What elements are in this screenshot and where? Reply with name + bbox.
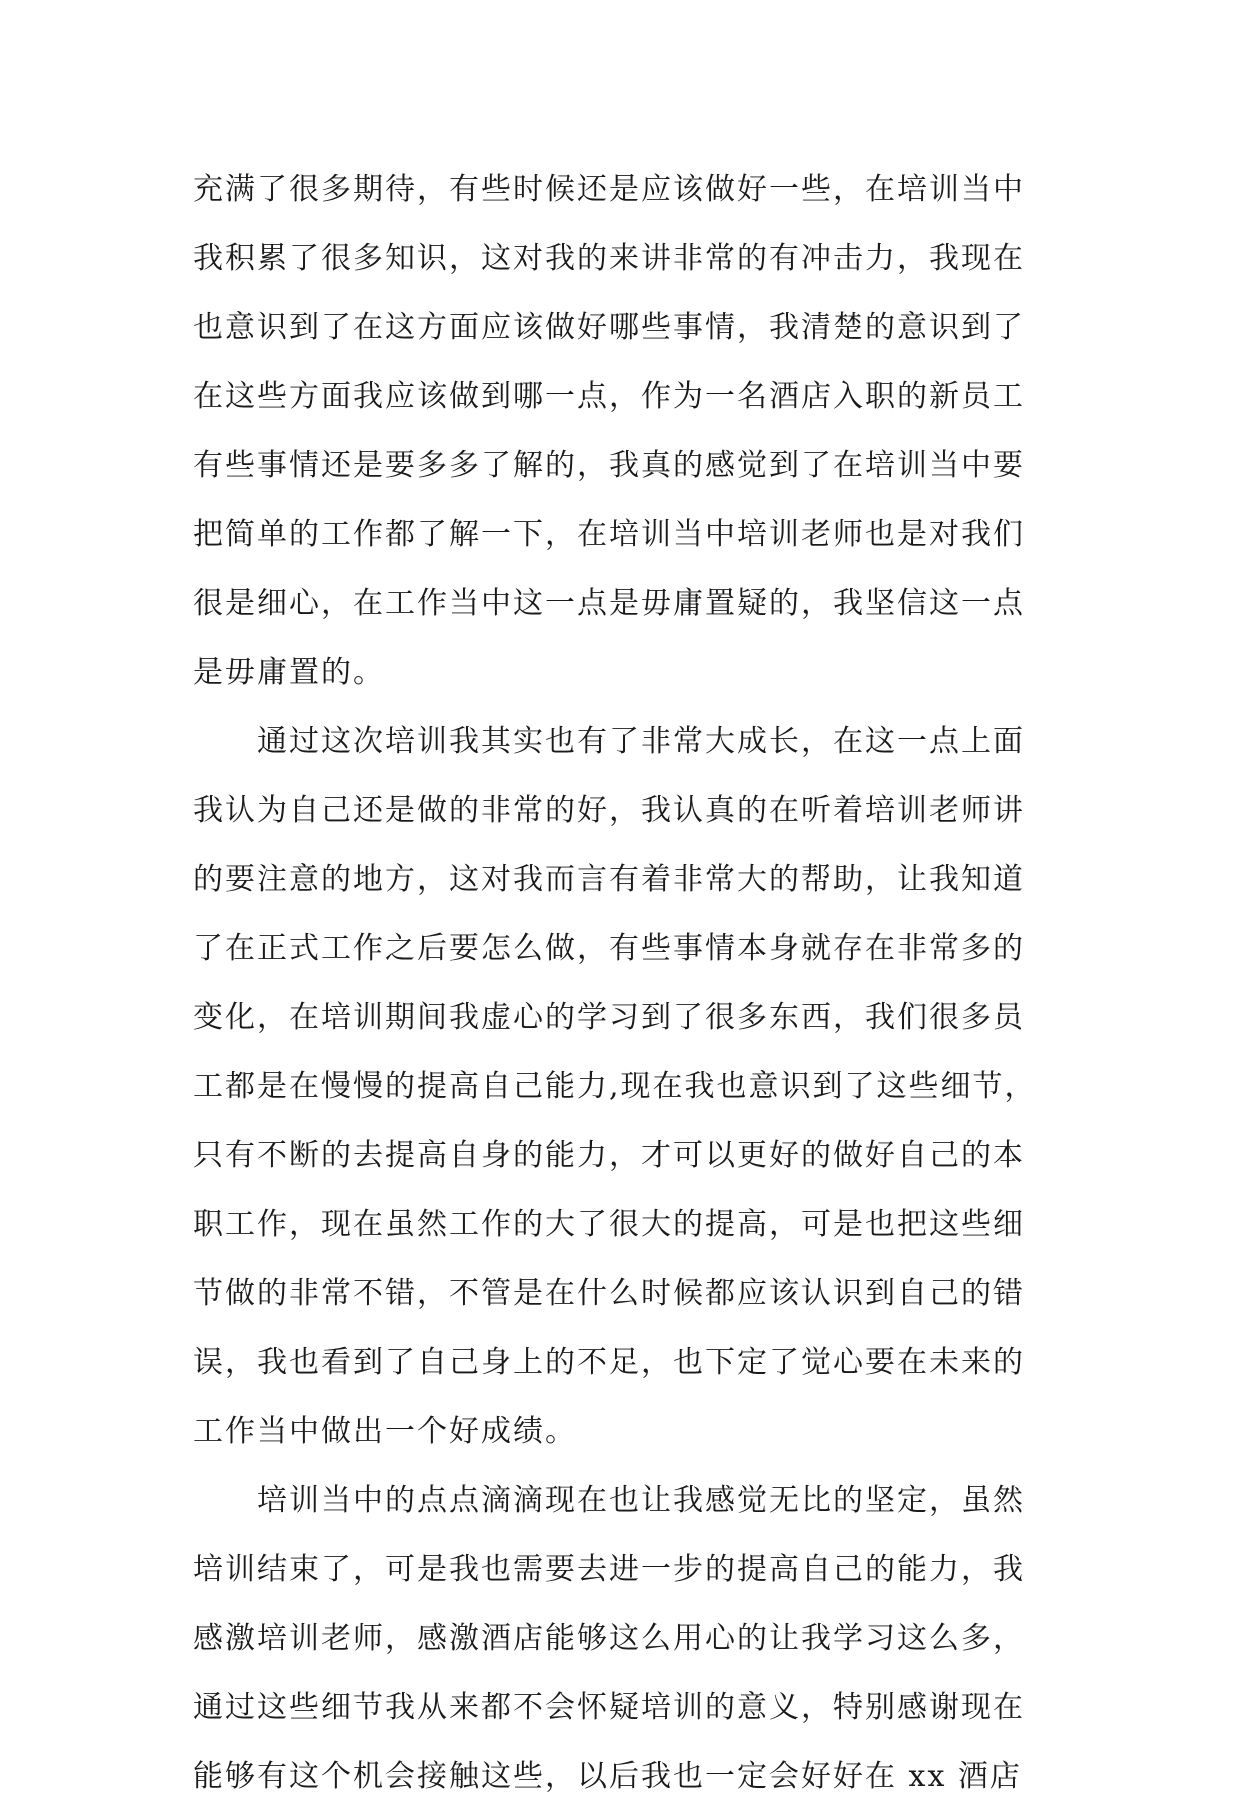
text-line: 的要注意的地方，这对我而言有着非常大的帮助，让我知道: [193, 862, 1025, 897]
text-line: 也意识到了在这方面应该做好哪些事情，我清楚的意识到了: [193, 310, 1025, 345]
text-line: 我认为自己还是做的非常的好，我认真的在听着培训老师讲: [193, 793, 1025, 828]
text-line: 职工作，现在虽然工作的大了很大的提高，可是也把这些细: [193, 1207, 1025, 1242]
text-line: 误，我也看到了自己身上的不足，也下定了觉心要在未来的: [193, 1345, 1025, 1380]
paragraph-start-line: 通过这次培训我其实也有了非常大成长，在这一点上面: [257, 724, 1025, 759]
text-line: 是毋庸置的。: [193, 655, 385, 690]
text-line: 工都是在慢慢的提高自己能力,现在我也意识到了这些细节，: [193, 1069, 1037, 1104]
text-line: 通过这些细节我从来都不会怀疑培训的意义，特别感谢现在: [193, 1690, 1025, 1725]
text-line: 把简单的工作都了解一下，在培训当中培训老师也是对我们: [193, 517, 1025, 552]
paragraph-start-line: 培训当中的点点滴滴现在也让我感觉无比的坚定，虽然: [257, 1483, 1025, 1518]
text-line: 我积累了很多知识，这对我的来讲非常的有冲击力，我现在: [193, 241, 1025, 276]
text-line: 节做的非常不错，不管是在什么时候都应该认识到自己的错: [193, 1276, 1025, 1311]
text-line: 变化，在培训期间我虚心的学习到了很多东西，我们很多员: [193, 1000, 1025, 1035]
text-line: 了在正式工作之后要怎么做，有些事情本身就存在非常多的: [193, 931, 1025, 966]
text-line: 只有不断的去提高自身的能力，才可以更好的做好自己的本: [193, 1138, 1025, 1173]
text-line: 感激培训老师，感激酒店能够这么用心的让我学习这么多，: [193, 1621, 1025, 1656]
text-line: 能够有这个机会接触这些，以后我也一定会好好在 xx 酒店: [193, 1759, 1022, 1794]
text-line: 培训结束了，可是我也需要去进一步的提高自己的能力，我: [193, 1552, 1025, 1587]
text-line: 在这些方面我应该做到哪一点，作为一名酒店入职的新员工: [193, 379, 1025, 414]
body-text: [193, 155, 1063, 1811]
text-line: 很是细心，在工作当中这一点是毋庸置疑的，我坚信这一点: [193, 586, 1025, 621]
text-line: 工作当中做出一个好成绩。: [193, 1414, 577, 1449]
text-line: 充满了很多期待，有些时候还是应该做好一些，在培训当中: [193, 172, 1025, 207]
text-line: 有些事情还是要多多了解的，我真的感觉到了在培训当中要: [193, 448, 1025, 483]
